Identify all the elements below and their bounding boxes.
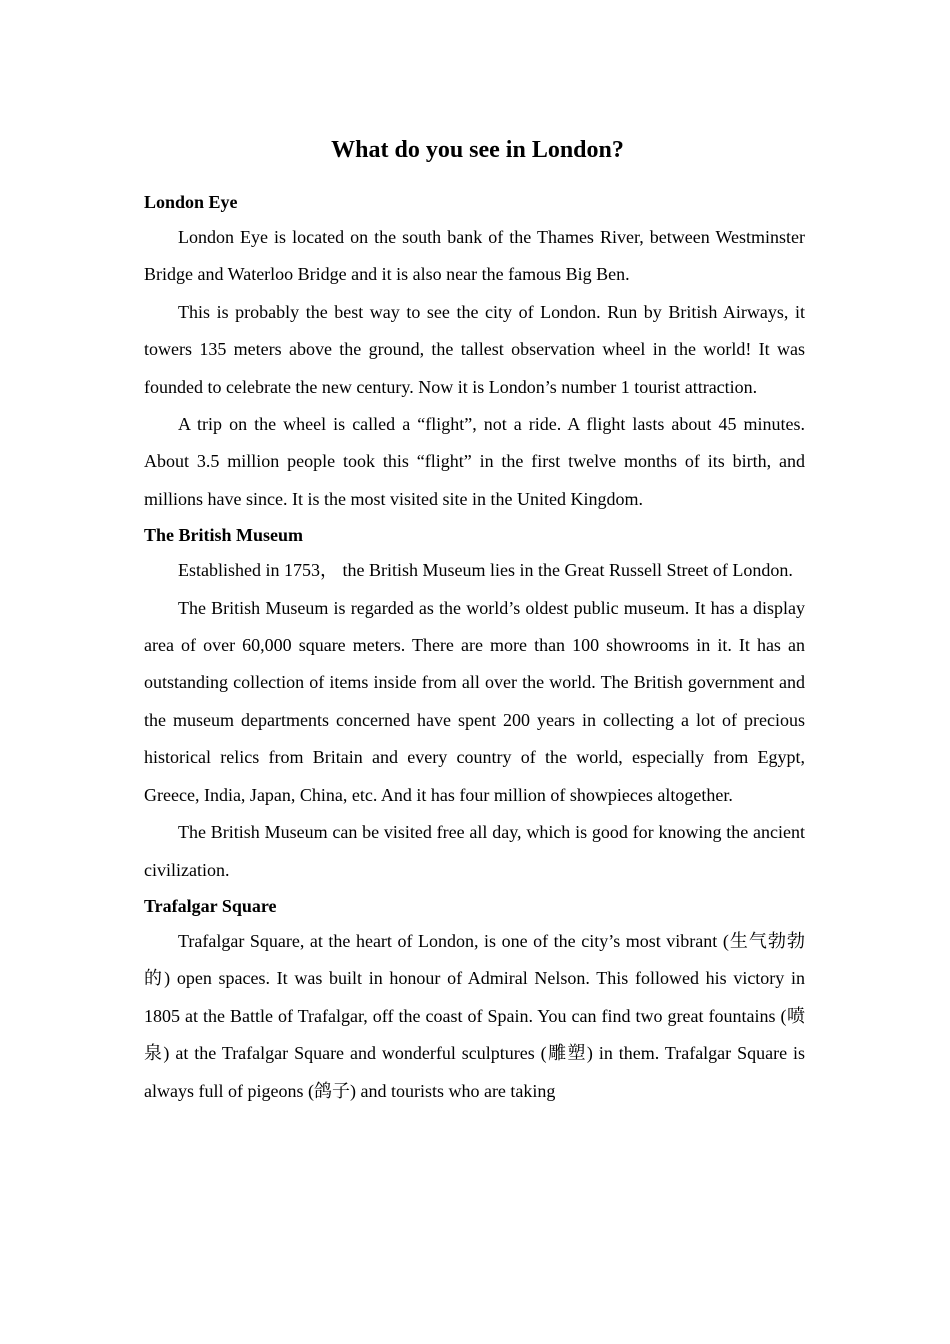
paragraph: London Eye is located on the south bank of the Thames River, between Westminster Bridge and Waterloo Bridge and it is also near the famous Big Ben. [144, 227, 805, 285]
section-trafalgar-square [144, 889, 805, 1110]
paragraph: A trip on the wheel is called a “flight”, not a ride. A flight lasts about 45 minutes. About 3.5 million people took this “flight” in the first twelve months of its birth, and millions have since. It is the most visited site in the United Kingdom. [144, 414, 805, 509]
section-british-museum [144, 518, 805, 889]
paragraph: Established in 1753， the British Museum lies in the Great Russell Street of London. [178, 560, 793, 581]
section-heading: Trafalgar Square [144, 895, 277, 916]
paragraph: The British Museum is regarded as the world’s oldest public museum. It has a display area of over 60,000 square meters. There are more than 100 showrooms in it. It has an outstanding collection of items inside from all over the world. The British government and the museum departments concerned have spent 200 years in collecting a lot of precious historical relics from Britain and every country of the world, especially from Egypt, Greece, India, Japan, China, etc. And it has four million of showpieces altogether. [144, 597, 805, 805]
document-title: What do you see in London? [331, 137, 624, 163]
paragraph: This is probably the best way to see the city of London. Run by British Airways, it towers 135 meters above the ground, the tallest observation wheel in the world! It was founded to celebrate the new century. Now it is London’s number 1 tourist attraction. [144, 301, 805, 397]
paragraph: The British Museum can be visited free all day, which is good for knowing the ancient civilization. [144, 822, 805, 880]
section-london-eye [144, 185, 805, 518]
paragraph: Trafalgar Square, at the heart of London, is one of the city’s most vibrant (生气勃勃的) open spaces. It was built in honour of Admiral Nelson. This followed his victory in 1805 at the Battle of Trafalgar, off the coast of Spain. You can find two great fountains (喷泉) at the Trafalgar Square and wonderful sculptures (雕塑) in them. Trafalgar Square is always full of pigeons (鸽子) and tourists who are taking [144, 930, 805, 1101]
document-page [144, 133, 805, 1110]
section-heading: London Eye [144, 192, 238, 212]
section-heading: The British Museum [144, 525, 304, 546]
